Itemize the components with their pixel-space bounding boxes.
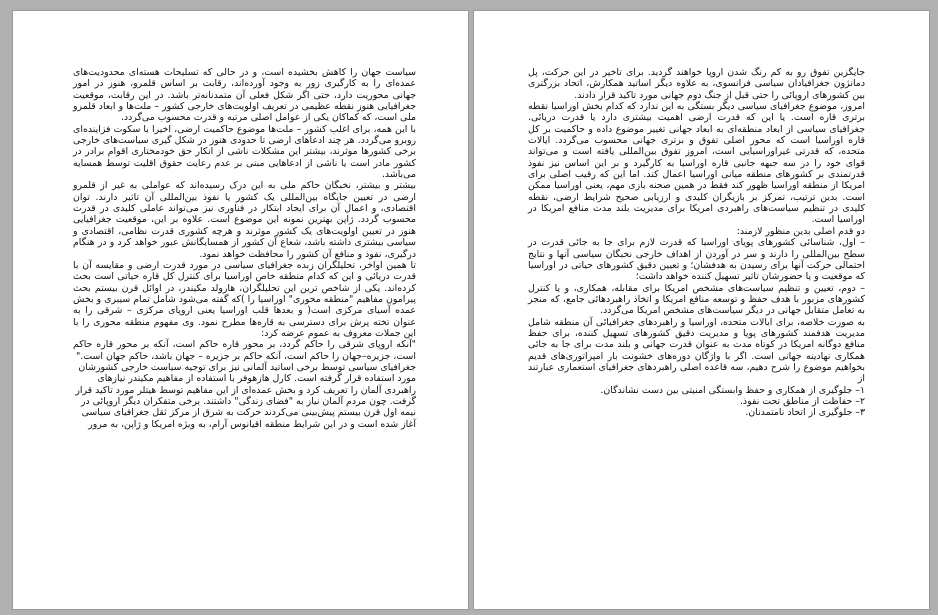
paragraph: به صورت خلاصه، برای ایالات متحده، اوراسیا و راهبردهای جغرافیائی آن منطقه شامل مدیریت هدفمند کشورهای پویا و مدیریت دقیق کشورهای تسهیل کننده، برای حفظ منافع دوگانه امریکا در کوتاه مدت به عنوان قدرت جهانی و بلند مدت برای جا به جائی همکاری نهادینه جهانی است. اگر با واژگان دوره‌های خشونت بار امپراتوری‌های قدیم بخواهیم موضوع را شرح دهیم، سه قاعده اصلی راهبردهای جغرافیای استعماری عبارتند از	[528, 316, 865, 385]
quote-paragraph: "آنکه اروپای شرقی را حاکم گردد، بر محور قاره حاکم است، آنکه بر محور قاره حاکم است، جزیره–جهان را حاکم است، آنکه حاکم بر جزیره – جهان باشد، حاکم جهان است."	[73, 339, 416, 362]
paragraph: بیشتر و بیشتر، نخبگان حاکم ملی به این درک رسیده‌اند که عواملی به غیر از قلمرو ارضی در تعیین جایگاه بین‌المللی یک کشور یا نفوذ بین‌المللی آن تاثیر دارند. توان اقتصادی، و اعمال آن برای ایجاد ابتکار در فناوری نیز می‌تواند عاملی کلیدی در قدرت محسوب گردد. ژاپن بهترین نمونه این موضوع است. علاوه بر این، موقعیت جغرافیایی هنوز در تعیین اولویت‌های یک کشور موثرند و هرچه کشوری قدرت نظامی، اقتصادی و سیاسی بیشتری داشته باشد، شعاع آن کشور از همسایگانش عبور خواهد کرد و در هنگام درگیری، نفوذ و منافع آن کشور را محافظت خواهد نمود.	[73, 180, 416, 260]
list-item: ۲– حفاظت از مناطق تحت نفوذ.	[739, 395, 865, 407]
paragraph: جغرافیای سیاسی توسط برخی اساتید آلمانی نیز برای توجیه سیاست خارجی کشورشان مورد استفاده قرار گرفته است. کارل هازهوفر با استفاده از مفاهیم مکیندر نیازهای راهبردی آلمان را تعریف کرد و بخش عمده‌ای از این مفاهیم توسط هیتلر مورد تاکید قرار گرفت. چون مردم آلمان نیاز به "فضای زندگی" داشتند. برخی متفکران دیگر اروپائی در نیمه اول قرن بیستم پیش‌بینی می‌کردند حرکت به شرق از مرکز ثقل جغرافیای سیاسی آغاز شده است و در این شرایط منطقه اقیانوس آرام، به ویژه امریکا و ژاپن، به مرور	[75, 361, 416, 430]
page-text-block	[73, 67, 416, 430]
document-page-right	[473, 10, 930, 610]
document-page-left	[12, 10, 469, 610]
paragraph: با این همه، برای اغلب کشور – ملت‌ها موضوع حاکمیت ارضی، اخیرا با سکوت فزاینده‌ای روبرو می‌گردد. هر چند ادعاهای ارضی تا حدودی هنوز در شکل گیری سیاست‌های خارجی برخی کشورها موثرند، بیشتر این مشکلات ناشی از انکار حق خودمختاری اقوام برادر در کشور مادر است یا ناشی از ادعاهایی مبنی بر عدم رعایت حقوق اقلیت توسط همسایه می‌باشد.	[73, 123, 416, 181]
paragraph: سیاست جهان را کاهش بخشیده است، و در حالی که تسلیحات هسته‌ای محدودیت‌های عمده‌ای را به کارگیری زور به وجود آورده‌اند، رقابت بر اساس قلمرو، هنوز در امور جهانی محوریت دارد، حتی اگر شکل فعلی آن متمدنانه‌تر باشد. در این رقابت، موقعیت جغرافیایی هنوز نقطه عظیمی در تعریف اولویت‌های خارجی کشور – ملت‌ها و ابعاد قلمرو ملی است، که کماکان یکی از عوامل اصلی مرتبه و قدرت محسوب می‌گردد.	[73, 67, 416, 124]
page-text-block	[528, 67, 865, 419]
paragraph: – دوم، تعیین و تنظیم سیاست‌های مشخص امریکا برای مقابله، همکاری، و یا کنترل کشورهای مزبور با هدف حفظ و توسعه منافع امریکا و اتخاذ راهبردهائی جامع، که منجر به تعامل متقابل جهانی در دیگر سیاست‌های مشخص امریکا می‌گردد.	[528, 282, 865, 317]
list-item: ۳– جلوگیری از اتحاد نامتمدنان.	[745, 407, 865, 419]
paragraph: – اول، شناسائی کشورهای پویای اوراسیا که قدرت لازم برای جا به جائی قدرت در سطح بین‌المللی را دارند و سر در آوردن از اهداف خارجی نخبگان سیاسی آنها و نتایج احتمالی حرکت آنها برای رسیدن به هدفشان؛ و تعیین دقیق کشورهای حیاتی در اوراسیا که موقعیت و یا حضورشان تاثیر تسهیل کننده خواهد داشت؛	[528, 237, 865, 283]
list-item: ۱– جلوگیری از همکاری و حفظ وابستگی امنیتی بین دست نشاندگان.	[600, 384, 865, 396]
paragraph: جایگزین تفوق رو به کم رنگ شدن اروپا خواهند گردید. برای تاخیر در این حرکت، پل دمانژون جغرافیادان سیاسی فرانسوی، به علاوه دیگر اساتید همکارش، اتحاد بزرگتری بین کشورهای اروپائی را حتی قبل از جنگ دوم جهانی مورد تاکید قرار دادند.	[528, 67, 865, 101]
paragraph: امروز، موضوع جغرافیای سیاسی دیگر بستگی به این ندارد که کدام بخش اوراسیا نقطه برتری قاره است. یا این که قدرت ارضی اهمیت بیشتری دارد یا قدرت دریائی. جغرافیای سیاسی از ابعاد منطقه‌ای به ابعاد جهانی تغییر موضوع داده و حاکمیت بر کل قاره اوراسیا است که محور اصلی تفوق و برتری جهانی محسوب می‌گردد. ایالات متحده، که قدرتی غیراوراسیایی است، امروز تفوق بین‌المللی یافته است و می‌تواند قوای خود را در سه جبهه جانبی قاره اوراسیا به کارگیرد و بر این اساس نیز نفوذ قدرتمندی بر کشورهای منطقه میانی اوراسیا اعمال کند. اما این که رقیب اصلی برای امریکا از منطقه اوراسیا ظهور کند فقط در همین صحنه بازی مهم، یعنی اوراسیا ممکن است. بدین ترتیب، تمرکز بر بازیگران کلیدی و ارزیابی صحیح شرایط ارضی، نقطه کلیدی در تنظیم سیاست‌های راهبردی امریکا برای مدیریت بلند مدت منافع امریکا در اوراسیا است.	[528, 101, 865, 226]
paragraph: دو قدم اصلی بدین منظور لازمند:	[736, 225, 865, 237]
paragraph: تا همین اواخر، تحلیلگران زبده جغرافیای سیاسی در مورد قدرت ارضی و مقایسه آن با قدرت دریائی و این که کدام منطقه خاص اوراسیا برای کنترل کل قاره حیاتی است بحث کرده‌اند. یکی از شاخص ترین این تحلیلگران، هارولد مکیندر، در اوائل قرن بیستم بحث پیرامون مفاهیم "منطقه محوری" اوراسیا را )که گفته می‌شود شامل تمام سیبری و بخش عمده آسیای مرکزی است( و بعدها قلب اوراسیا یعنی اروپای مرکزی – شرقی را به عنوان تخته پرش برای دسترسی به قاره‌ها مطرح نمود. وی مفهوم منطقه محوری را با این جملات معروف به عموم عرضه کرد:	[73, 259, 416, 339]
